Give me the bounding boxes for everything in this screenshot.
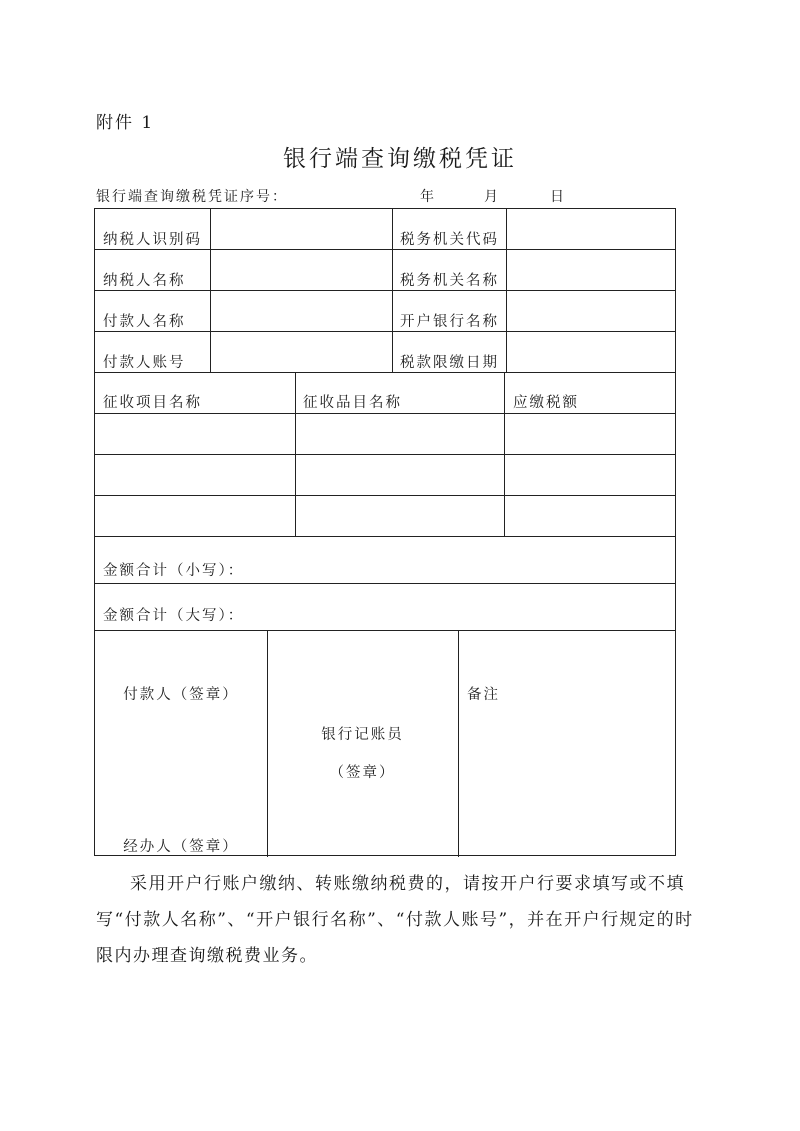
tax-office-code-label: 税务机关代码 (400, 232, 499, 248)
footnote-text: 采用开户行账户缴纳、转账缴纳税费的，请按开户行要求填写或不填写“付款人名称”、“开户银行名称”、“付款人账号”，并在开户行规定的时限内办理查询缴税费业务。 (96, 874, 694, 966)
tax-voucher-form (94, 208, 676, 856)
total-amount-upper-label: 金额合计（大写）： (103, 608, 245, 624)
column-divider (392, 209, 393, 372)
row-divider (95, 454, 675, 455)
total-amount-lower-label: 金额合计（小写）： (103, 563, 245, 579)
column-divider (210, 209, 211, 372)
year-label: 年 (420, 189, 434, 205)
tax-deadline-label: 税款限缴日期 (400, 355, 499, 371)
payer-seal-label: 付款人（签章） (123, 687, 239, 703)
row-divider (95, 413, 675, 414)
row-divider (95, 583, 675, 584)
month-label: 月 (484, 189, 498, 205)
page-title: 银行端查询缴税凭证 (283, 146, 517, 172)
row-divider (95, 249, 675, 250)
row-divider (95, 290, 675, 291)
handler-seal-label: 经办人（签章） (123, 839, 239, 855)
column-divider (504, 372, 505, 536)
tax-office-name-label: 税务机关名称 (400, 273, 499, 289)
row-divider (95, 630, 675, 631)
category-name-header: 征收品目名称 (303, 395, 402, 411)
payer-name-label: 付款人名称 (103, 314, 186, 330)
bank-name-label: 开户银行名称 (400, 314, 499, 330)
column-divider (458, 630, 459, 857)
bank-clerk-label: 银行记账员 (321, 727, 404, 743)
payer-account-label: 付款人账号 (103, 355, 186, 371)
row-divider (95, 536, 675, 537)
row-divider (95, 331, 675, 332)
attachment-label: 附件 1 (96, 113, 155, 133)
column-divider (506, 209, 507, 372)
day-label: 日 (550, 189, 564, 205)
taxpayer-name-label: 纳税人名称 (103, 273, 186, 289)
row-divider (95, 495, 675, 496)
serial-number-label: 银行端查询缴税凭证序号： (96, 189, 288, 205)
footnote (96, 866, 706, 974)
taxpayer-id-label: 纳税人识别码 (103, 232, 202, 248)
row-divider (95, 372, 675, 373)
column-divider (295, 372, 296, 536)
bank-clerk-seal-label: （签章） (329, 765, 396, 781)
item-name-header: 征收项目名称 (103, 395, 202, 411)
remarks-label: 备注 (467, 687, 500, 703)
tax-amount-header: 应缴税额 (513, 395, 579, 411)
